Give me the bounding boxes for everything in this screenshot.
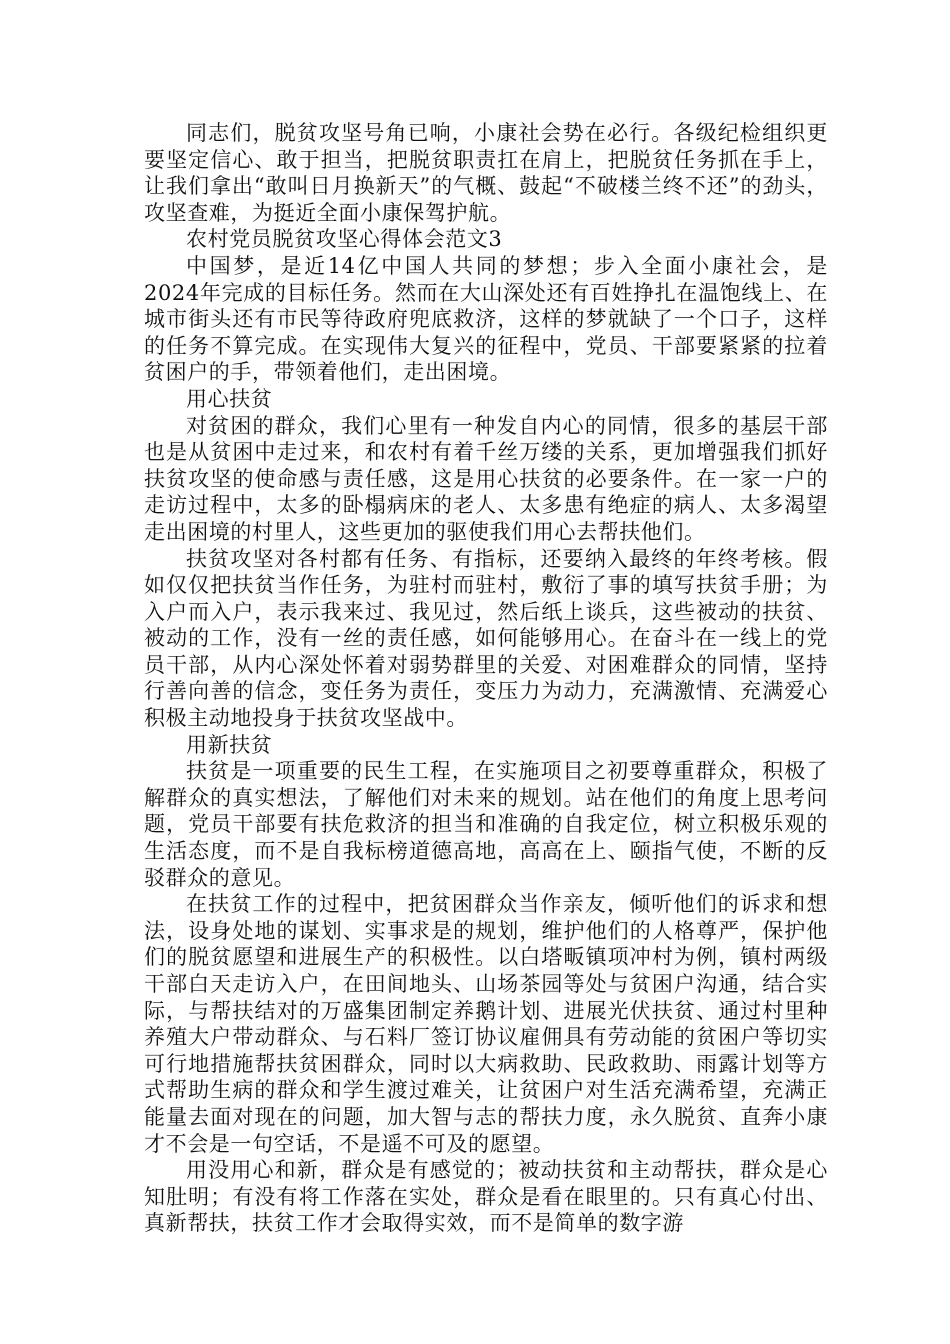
essay-title: 农村党员脱贫攻坚心得体会范文3 [186, 227, 503, 252]
paragraph-chinese-dream: 中国梦，是近14亿中国人共同的梦想；步入全面小康社会，是2024年完成的目标任务。然而在大山深处还有百姓挣扎在温饱线上、在城市街头还有市民等待政府兜底救济，这样的梦就缺了一个口子，这样的任务不算完成。在实现伟大复兴的征程中，党员、干部要紧紧的拉着贫困户的手，带领着他们，走出困境。 [144, 253, 828, 385]
paragraph-closing-remarks: 同志们，脱贫攻坚号角已响，小康社会势在必行。各级纪检组织更要坚定信心、敢于担当，把脱贫职责扛在肩上，把脱贫任务抓在手上，让我们拿出“敢叫日月换新天”的气概、鼓起“不破楼兰终不还”的劲头，攻坚查难，为挺近全面小康保驾护航。 [144, 121, 828, 225]
paragraph-sympathy: 对贫困的群众，我们心里有一种发自内心的同情，很多的基层干部也是从贫困中走过来，和农村有着千丝万缕的关系，更加增强我们抓好扶贫攻坚的使命感与责任感，这是用心扶贫的必要条件。在一家一户的走访过程中，太多的卧榻病床的老人、太多患有绝症的病人、太多渴望走出困境的村里人，这些更加的驱使我们用心去帮扶他们。 [144, 413, 828, 544]
section-heading-new: 用新扶贫 [186, 732, 273, 757]
paragraph-village-example: 在扶贫工作的过程中，把贫困群众当作亲友，倾听他们的诉求和想法，设身处地的谋划、实事求是的规划，维护他们的人格尊严，保护他们的脱贫愿望和进展生产的积极性。以白塔畈镇项冲村为例，镇村两级干部白天走访入户，在田间地头、山场茶园等处与贫困户沟通，结合实际，与帮扶结对的万盛集团制定养鹅计划、进展光伏扶贫、通过村里种养殖大户带动群众、与石料厂签订协议雇佣具有劳动能的贫困户等切实可行地措施帮扶贫困群众，同时以大病救助、民政救助、雨露计划等方式帮助生病的群众和学生渡过难关，让贫困户对生活充满希望，充满正能量去面对现在的问题，加大智与志的帮扶力度，永久脱贫、直奔小康才不会是一句空话，不是遥不可及的愿望。 [144, 892, 828, 1156]
paragraph-respect-masses: 扶贫是一项重要的民生工程，在实施项目之初要尊重群众，积极了解群众的真实想法，了解他们对未来的规划。站在他们的角度上思考问题，党员干部要有扶危救济的担当和准确的自我定位，树立积极乐观的生活态度，而不是自我标榜道德高地，高高在上、颐指气使，不断的反驳群众的意见。 [144, 759, 828, 890]
paragraph-responsibility: 扶贫攻坚对各村都有任务、有指标，还要纳入最终的年终考核。假如仅仅把扶贫当作任务，为驻村而驻村，敷衍了事的填写扶贫手册；为入户而入户，表示我来过、我见过，然后纸上谈兵，这些被动的扶贫、被动的工作，没有一丝的责任感，如何能够用心。在奋斗在一线上的党员干部，从内心深处怀着对弱势群里的关爱、对困难群众的同情，坚持行善向善的信念，变任务为责任，变压力为动力，充满激情、充满爱心积极主动地投身于扶贫攻坚战中。 [144, 546, 828, 731]
paragraph-conclusion: 用没用心和新，群众是有感觉的；被动扶贫和主动帮扶，群众是心知肚明；有没有将工作落在实处，群众是看在眼里的。只有真心付出、真新帮扶，扶贫工作才会取得实效，而不是简单的数字游 [144, 1158, 828, 1236]
section-heading-heart: 用心扶贫 [186, 386, 273, 411]
document-page [144, 120, 828, 1237]
